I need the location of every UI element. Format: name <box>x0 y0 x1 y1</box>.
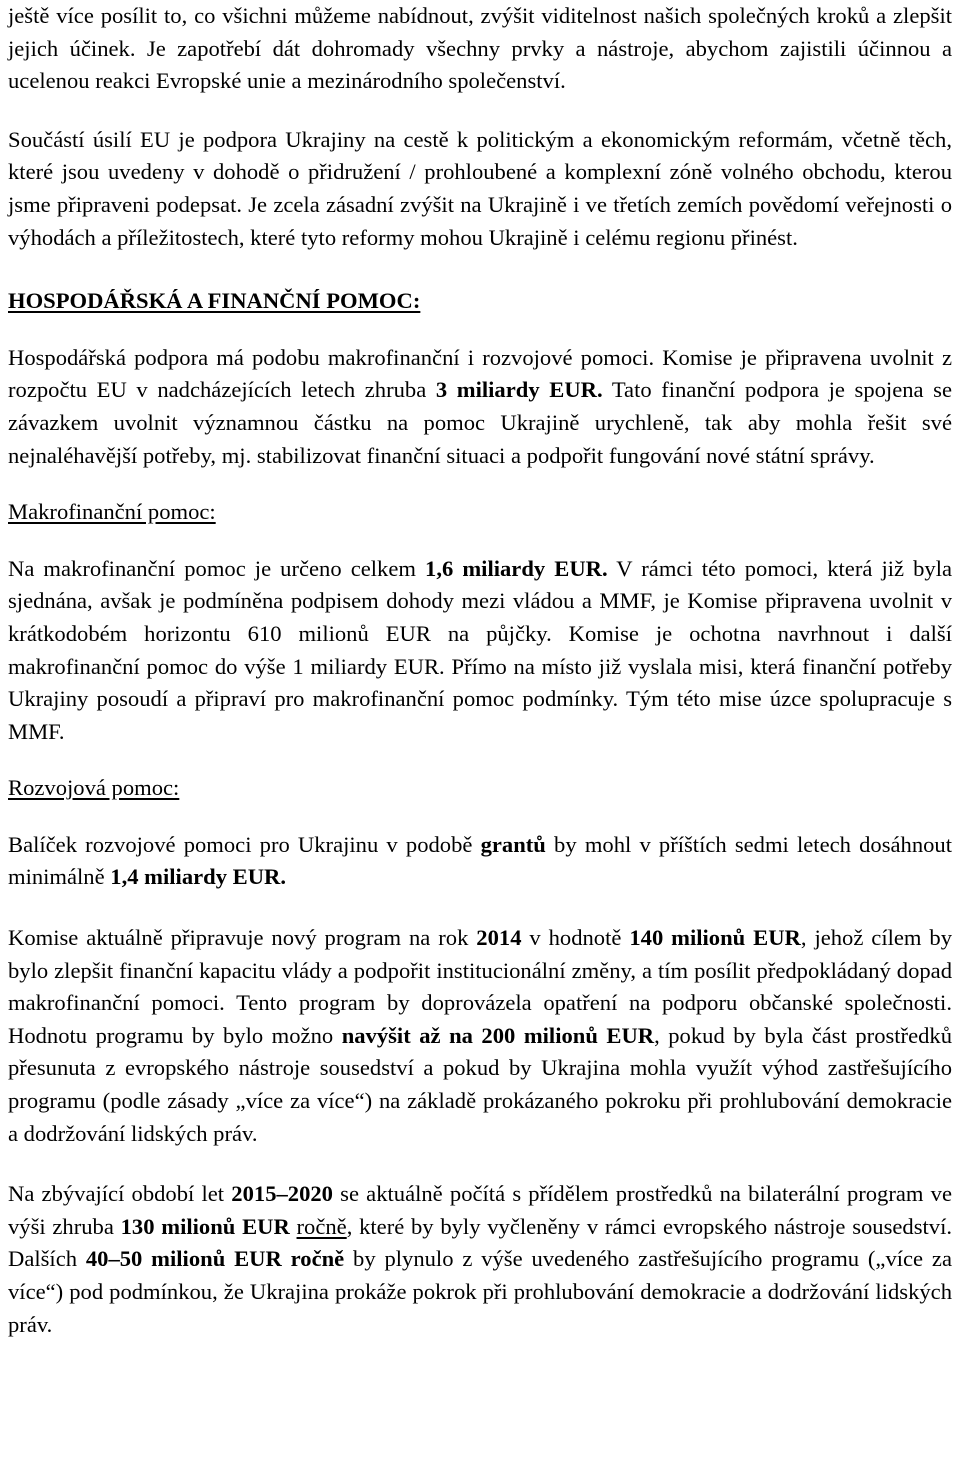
bold-amount: 40–50 milionů EUR ročně <box>85 1246 345 1272</box>
document-page <box>8 0 952 1341</box>
text-segment <box>290 1214 297 1239</box>
text-segment: Balíček rozvojové pomoci pro Ukrajinu v podobě <box>8 831 481 857</box>
bold-term: grantů <box>480 831 546 857</box>
text-segment: se aktuálně počítá s přídělem prostředků na bilaterální program ve výši zhruba <box>8 1181 953 1239</box>
bold-amount: 1,6 miliardy EUR. <box>425 555 608 581</box>
text-segment: V rámci této pomoci, která již byla sjednána, avšak je podmíněna podpisem dohody mezi vládou a MMF, je Komise připravena uvolnit v krátkodobém horizontu 610 milionů EUR na půjčky. Komise je ochotna navrhnout i další makrofinanční pomoc do výše 1 miliardy EUR. Přímo na místo již vyslala misi, která finanční potřeby Ukrajiny posoudí a připraví pro makrofinanční pomoc podmínky. Tým této mise úzce spolupracuje s MMF. <box>8 555 953 744</box>
economic-support-paragraph <box>8 342 952 472</box>
bold-amount: 3 miliardy EUR. <box>435 377 603 403</box>
subheading-macrofinancial-aid: Makrofinanční pomoc: <box>8 499 216 525</box>
program-2015-2020-paragraph <box>8 1178 952 1341</box>
text-segment: v hodnotě <box>521 925 630 951</box>
reform-support-paragraph: Součástí úsilí EU je podpora Ukrajiny na cestě k politickým a ekonomickým reformám, včetně těch, které jsou uvedeny v dohodě o přidružení / prohloubené a komplexní zóně volného obchodu, kterou jsme připraveni podepsat. Je zcela zásadní zvýšit na Ukrajině i ve třetích zemích povědomí veřejnosti o výhodách a příležitostech, které tyto reformy mohou Ukrajině i celému regionu přinést. <box>8 126 952 250</box>
bold-amount: 130 milionů EUR <box>120 1213 290 1239</box>
program-2014-paragraph <box>8 922 952 1150</box>
bold-amount: navýšit až na 200 milionů EUR <box>341 1022 655 1048</box>
bold-year: 2014 <box>476 925 522 951</box>
bold-amount: 1,4 miliardy EUR. <box>110 864 287 890</box>
text-segment: Komise aktuálně připravuje nový program na rok <box>8 925 477 951</box>
bold-period: 2015–2020 <box>231 1181 333 1207</box>
text-segment: Hospodářská podpora má podobu makrofinanční i rozvojové pomoci. Komise je připravena uvolnit z rozpočtu EU v nadcházejících letech zhruba <box>8 344 952 403</box>
macrofinancial-paragraph <box>8 553 952 749</box>
text-segment: , pokud by byla část prostředků přesunuta z evropského nástroje sousedství a pokud by Ukrajina mohla využít výhod zastřešujícího programu (podle zásady „více za více“) na základě prokázaného pokroku při prohlubování demokracie a dodržování lidských práv. <box>8 1022 952 1146</box>
text-segment: Tato finanční podpora je spojena se závazkem uvolnit významnou částku na pomoc Ukrajině urychleně, tak aby mohla řešit své nejnaléhavější potřeby, mj. stabilizovat finanční situaci a podpořit fungování nové státní správy. <box>8 377 952 468</box>
text-segment: , které by byly vyčleněny v rámci evropského nástroje sousedství. Dalších <box>8 1213 952 1272</box>
text-segment: Na zbývající období let <box>8 1181 232 1207</box>
bold-amount: 140 milionů EUR <box>629 925 801 951</box>
underlined-term: ročně <box>296 1213 347 1239</box>
text-segment: by mohl v příštích sedmi letech dosáhnout minimálně <box>8 831 952 890</box>
text-segment: , jehož cílem by bylo zlepšit finanční kapacitu vlády a podpořit institucionální změny, a tím posílit předpokládaný dopad makrofinanční pomoci. Tento program by doprovázela opatření na podporu občanské společnosti. Hodnotu programu by bylo možno <box>8 925 952 1048</box>
text-segment: Na makrofinanční pomoc je určeno celkem <box>8 555 426 581</box>
intro-paragraph-continued: ještě více posílit to, co všichni můžeme nabídnout, zvýšit viditelnost našich společných kroků a zlepšit jejich účinek. Je zapotřebí dát dohromady všechny prvky a nástroje, abychom zajistili účinnou a ucelenou reakci Evropské unie a mezinárodního společenství. <box>8 3 952 94</box>
development-aid-paragraph <box>8 829 952 894</box>
subheading-development-aid: Rozvojová pomoc: <box>8 775 180 801</box>
section-heading-economic-financial-aid: HOSPODÁŘSKÁ A FINANČNÍ POMOC: <box>8 288 421 314</box>
text-segment: by plynulo z výše uvedeného zastřešujícího programu („více za více“) pod podmínkou, že Ukrajina prokáže pokrok při prohlubování demokracie a dodržování lidských práv. <box>8 1246 952 1337</box>
